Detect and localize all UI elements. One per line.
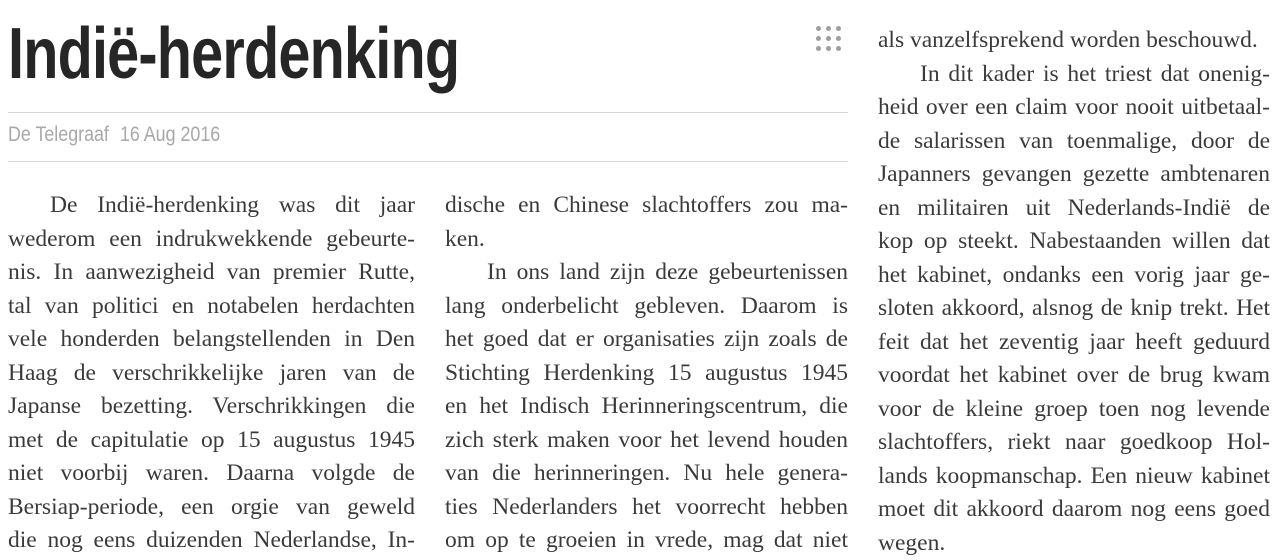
text-line: kop op steekt. Nabestaanden willen dat xyxy=(878,228,1270,254)
text-line: niet voorbij waren. Daarna volgde de xyxy=(8,460,415,486)
text-line: het kabinet, ondanks een vorig jaar ge- xyxy=(878,261,1270,288)
text-line: en het Indisch Herinneringscentrum, die xyxy=(445,393,848,419)
text-line: Japanners gevangen gezette ambtenaren xyxy=(878,161,1270,187)
publish-date: 16 Aug 2016 xyxy=(119,123,221,146)
text-line: In dit kader is het triest dat onenig- xyxy=(920,60,1270,87)
text-line: dische en Chinese slachtoffers zou ma- xyxy=(445,192,848,218)
article-column-2 xyxy=(445,168,848,560)
text-line: slachtoffers, riekt naar goedkoop Hol- xyxy=(878,429,1270,455)
grid-dot xyxy=(836,26,841,31)
text-line: wederom een indrukwekkende gebeurte- xyxy=(8,225,415,252)
text-line: de salarissen van toenmalige, door de xyxy=(878,127,1270,154)
article-header xyxy=(8,0,848,168)
text-line: om op te groeien in vrede, mag dat niet xyxy=(445,527,848,553)
text-line: vele honderden belangstellenden in Den xyxy=(8,326,415,352)
source-name: De Telegraaf xyxy=(8,123,109,146)
text-line: moet dit akkoord daarom nog eens goed xyxy=(878,496,1270,522)
divider-top xyxy=(8,112,848,113)
grid-dot xyxy=(816,26,821,31)
grid-dot xyxy=(826,36,831,41)
text-line: Stichting Herdenking 15 augustus 1945 xyxy=(445,359,848,386)
text-line: die nog eens duizenden Nederlandse, In- xyxy=(8,527,415,553)
text-line: wegen. xyxy=(878,529,946,556)
grid-dots-icon[interactable] xyxy=(816,26,841,51)
grid-dot xyxy=(816,46,821,51)
text-line: sloten akkoord, alsnog de knip trekt. Het xyxy=(878,295,1270,321)
text-line: Haag de verschrikkelijke jaren van de xyxy=(8,359,415,386)
text-line: lands koopmanschap. Een nieuw kabinet xyxy=(878,462,1270,489)
text-line: met de capitulatie op 15 augustus 1945 xyxy=(8,426,415,453)
text-line: Bersiap-periode, een orgie van geweld xyxy=(8,493,415,520)
text-line: zich sterk maken voor het levend houden xyxy=(445,426,848,453)
text-line: heid over een claim voor nooit uitbetaal- xyxy=(878,94,1270,120)
text-line: tal van politici en notabelen herdachten xyxy=(8,292,415,319)
article-column-1 xyxy=(8,168,415,560)
grid-dot xyxy=(826,46,831,51)
text-line: van die herinneringen. Nu hele genera- xyxy=(445,460,848,486)
article-title: Indië-herdenking xyxy=(8,14,460,94)
byline xyxy=(8,123,722,147)
divider-bottom xyxy=(8,161,848,162)
grid-dot xyxy=(836,46,841,51)
text-line: als vanzelfsprekend worden beschouwd. xyxy=(878,27,1258,53)
grid-dot xyxy=(836,36,841,41)
text-line: lang onderbelicht gebleven. Daarom is xyxy=(445,292,848,319)
text-line: Japanse bezetting. Verschrikkingen die xyxy=(8,393,415,419)
text-line: In ons land zijn deze gebeurtenissen xyxy=(487,259,848,285)
grid-dot xyxy=(826,26,831,31)
text-line: nis. In aanwezigheid van premier Rutte, xyxy=(8,259,415,285)
article-column-3 xyxy=(878,0,1270,560)
text-line: voordat het kabinet over de brug kwam xyxy=(878,362,1270,388)
text-line: De Indië-herdenking was dit jaar xyxy=(50,192,415,218)
text-line: voor de kleine groep toen nog levende xyxy=(878,395,1270,422)
text-line: ken. xyxy=(445,225,485,252)
text-line: het goed dat er organisaties zijn zoals de xyxy=(445,326,848,352)
text-line: feit dat het zeventig jaar heeft geduurd xyxy=(878,328,1270,355)
text-line: en militairen uit Nederlands-Indië de xyxy=(878,194,1270,221)
grid-dot xyxy=(816,36,821,41)
text-line: ties Nederlanders het voorrecht hebben xyxy=(445,493,848,520)
